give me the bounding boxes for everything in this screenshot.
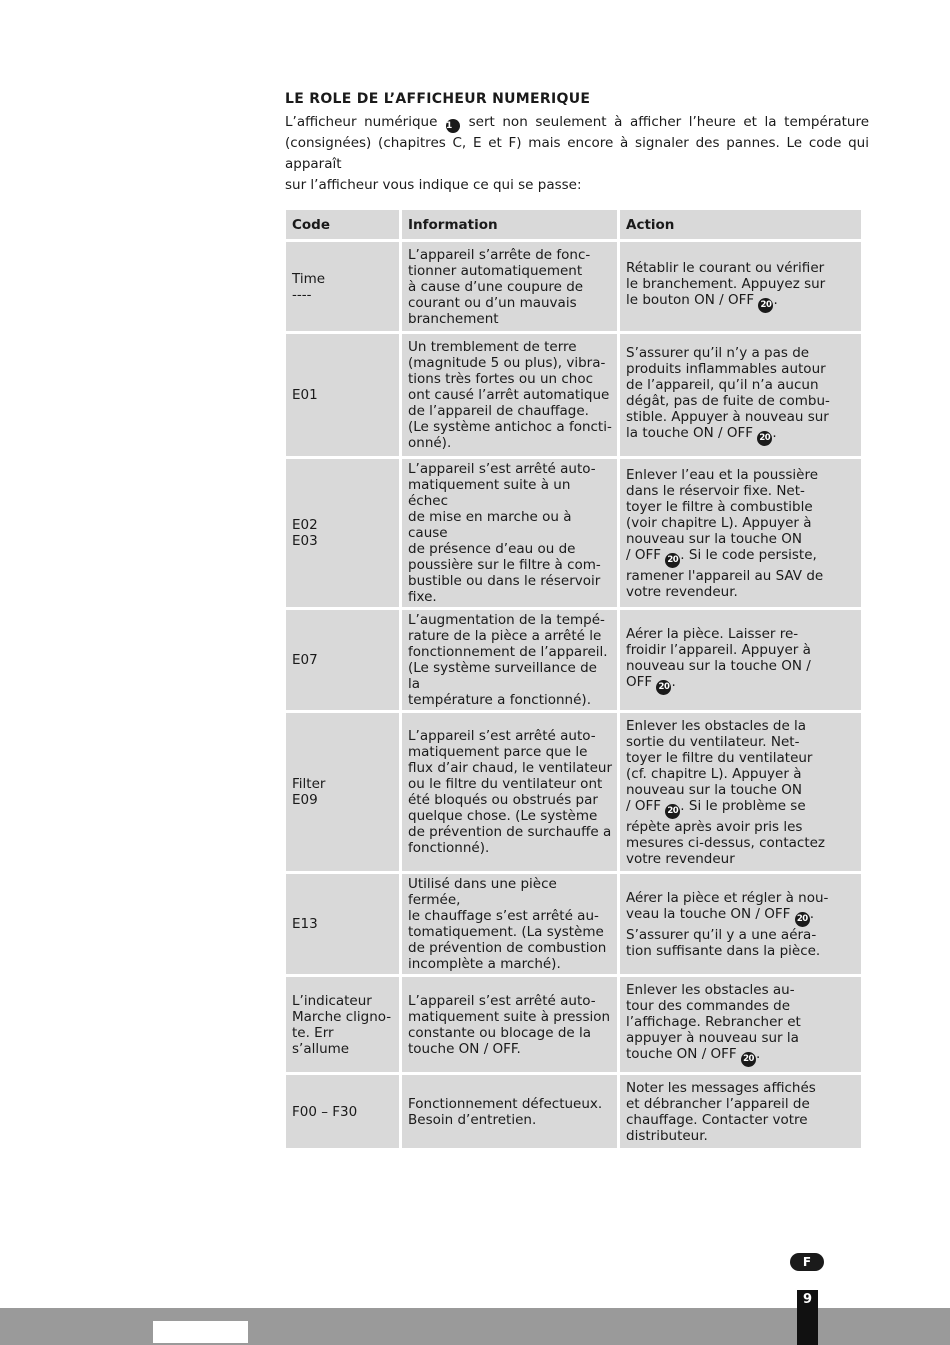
information-line: de prévention de combustion <box>408 940 607 956</box>
information-line: (magnitude 5 ou plus), vibra- <box>408 355 606 371</box>
action-line: nouveau sur la touche ON / <box>626 657 811 674</box>
information-line: constante ou blocage de la <box>408 1024 592 1041</box>
table-row <box>286 874 861 974</box>
action-line: toyer le filtre à combustible <box>626 498 813 515</box>
information-line: de mise en marche ou à cause <box>408 509 572 541</box>
cell-code <box>286 242 399 331</box>
action-line: Noter les messages affichés <box>626 1079 816 1096</box>
information-line: ou le filtre du ventilateur ont <box>408 776 603 792</box>
cell-code <box>286 334 399 456</box>
reference-number-icon: 20 <box>758 298 773 313</box>
action-line: ramener l'appareil au SAV de <box>626 567 824 584</box>
action-line <box>626 547 856 568</box>
action-line <box>626 1046 856 1067</box>
intro-line-1 <box>285 112 869 133</box>
action-line: votre revendeur <box>626 850 735 867</box>
table-row <box>286 334 861 456</box>
information-line: (Le système antichoc a foncti- <box>408 419 612 435</box>
action-line: Enlever les obstacles au- <box>626 982 795 998</box>
action-line: Aérer la pièce et régler à nou- <box>626 889 829 906</box>
information-line: L’appareil s’est arrêté auto- <box>408 461 596 477</box>
information-line: de présence d’eau ou de <box>408 541 576 557</box>
information-line: tions très fortes ou un choc <box>408 371 594 387</box>
table-row <box>286 1075 861 1148</box>
action-text: / OFF <box>626 546 661 563</box>
cell-action <box>620 874 861 974</box>
reference-number-icon: 20 <box>795 912 810 927</box>
action-line: dans le réservoir fixe. Net- <box>626 482 805 499</box>
reference-number-icon: 20 <box>757 431 772 446</box>
action-line: S’assurer qu’il n’y a pas de <box>626 344 810 361</box>
action-line: tour des commandes de <box>626 998 791 1014</box>
action-line: toyer le filtre du ventilateur <box>626 749 813 766</box>
information-line: tomatiquement. (La système <box>408 924 604 940</box>
section-heading: LE ROLE DE L’AFFICHEUR NUMERIQUE <box>285 91 591 107</box>
cell-information <box>402 610 617 710</box>
table-body <box>286 242 861 1148</box>
intro-line-2: (consignées) (chapitres C, E et F) mais encore à signaler des pannes. Le code qui apparaît <box>285 135 869 172</box>
code-line: E07 <box>292 652 318 668</box>
information-line: Utilisé dans une pièce fermée, <box>408 876 557 908</box>
action-line: tion suffisante dans la pièce. <box>626 942 821 959</box>
information-line: fonctionnement de l’appareil. <box>408 644 608 660</box>
code-line: E09 <box>292 792 318 808</box>
information-line: Besoin d’entretien. <box>408 1111 537 1128</box>
code-line: Marche cligno- <box>292 1008 392 1025</box>
action-line: l’affichage. Rebrancher et <box>626 1014 801 1030</box>
action-text: . <box>756 1046 761 1062</box>
code-line: L’indicateur <box>292 992 372 1009</box>
cell-information <box>402 874 617 974</box>
header-information: Information <box>402 210 617 239</box>
code-line: F00 – F30 <box>292 1103 358 1120</box>
action-line: (cf. chapitre L). Appuyer à <box>626 765 802 782</box>
action-line: répète après avoir pris les <box>626 818 803 835</box>
information-line: température a fonctionné). <box>408 692 591 708</box>
action-text: veau la touche ON / OFF <box>626 905 791 922</box>
action-line: mesures ci-dessus, contactez <box>626 834 825 851</box>
action-line: froidir l’appareil. Appuyer à <box>626 641 811 658</box>
reference-number-icon: 1 <box>446 119 460 133</box>
code-line: te. Err s’allume <box>292 1024 350 1057</box>
action-text: . Si le problème se <box>680 797 806 814</box>
information-line: poussière sur le filtre à com- <box>408 557 601 573</box>
code-line: ---- <box>292 286 312 303</box>
information-line: L’appareil s’arrête de fonc- <box>408 246 591 263</box>
action-text: . <box>671 673 676 690</box>
action-text: le bouton ON / OFF <box>626 292 755 308</box>
information-line: incomplète a marché). <box>408 956 561 972</box>
reference-number-icon: 20 <box>665 804 680 819</box>
action-text: la touche ON / OFF <box>626 424 754 441</box>
action-line: Enlever l’eau et la poussière <box>626 466 819 483</box>
action-line: le branchement. Appuyez sur <box>626 276 826 292</box>
table-row <box>286 713 861 871</box>
action-line <box>626 425 856 446</box>
intro-text: sert non seulement à afficher l’heure et la température <box>468 114 870 130</box>
code-line: Time <box>292 270 326 287</box>
table-row <box>286 459 861 607</box>
action-line: (voir chapitre L). Appuyer à <box>626 514 812 531</box>
information-line: L’augmentation de la tempé- <box>408 612 605 628</box>
action-text: OFF <box>626 673 653 690</box>
header-action: Action <box>620 210 861 239</box>
information-line: (Le système surveillance de la <box>408 660 597 692</box>
cell-information <box>402 459 617 607</box>
cell-information <box>402 242 617 331</box>
cell-action <box>620 334 861 456</box>
information-line: Fonctionnement défectueux. <box>408 1095 603 1112</box>
table-header-row <box>286 210 861 239</box>
reference-number-icon: 20 <box>665 553 680 568</box>
action-line <box>626 674 856 695</box>
information-line: le chauffage s’est arrêté au- <box>408 908 599 924</box>
information-line: touche ON / OFF. <box>408 1040 521 1057</box>
cell-information <box>402 713 617 871</box>
cell-code <box>286 459 399 607</box>
cell-action <box>620 1075 861 1148</box>
action-text: . Si le code persiste, <box>680 546 817 563</box>
table-row <box>286 610 861 710</box>
information-line: fixe. <box>408 589 437 605</box>
information-line: quelque chose. (Le système <box>408 808 598 824</box>
action-text: . <box>772 424 777 441</box>
information-line: été bloqués ou obstrués par <box>408 792 598 808</box>
footer-label-box <box>153 1321 248 1343</box>
cell-code <box>286 874 399 974</box>
information-line: branchement <box>408 310 499 327</box>
code-line: E02 <box>292 517 318 533</box>
information-line: bustible ou dans le réservoir <box>408 573 601 589</box>
information-line: L’appareil s’est arrêté auto- <box>408 992 596 1009</box>
action-line: votre revendeur. <box>626 583 738 600</box>
information-line: matiquement suite à pression <box>408 1008 611 1025</box>
information-line: matiquement suite à un échec <box>408 477 571 509</box>
cell-action <box>620 977 861 1072</box>
intro-text: L’afficheur numérique <box>285 114 438 130</box>
information-line: flux d’air chaud, le ventilateur <box>408 760 612 776</box>
action-line: chauffage. Contacter votre <box>626 1111 808 1128</box>
information-line: Un tremblement de terre <box>408 339 577 355</box>
action-line: Enlever les obstacles de la <box>626 717 807 734</box>
action-line: Rétablir le courant ou vérifier <box>626 260 825 276</box>
information-line: rature de la pièce a arrêté le <box>408 628 602 644</box>
code-line: E13 <box>292 916 318 932</box>
action-line <box>626 292 856 313</box>
action-line: S’assurer qu’il y a une aéra- <box>626 926 817 943</box>
code-line: E01 <box>292 387 318 403</box>
information-line: ont causé l’arrêt automatique <box>408 387 610 403</box>
action-line: et débrancher l’appareil de <box>626 1095 810 1112</box>
action-line <box>626 798 856 819</box>
reference-number-icon: 20 <box>656 680 671 695</box>
intro-line-3: sur l’afficheur vous indique ce qui se passe: <box>285 177 582 193</box>
code-line: E03 <box>292 533 318 549</box>
action-line: distributeur. <box>626 1127 708 1144</box>
cell-code <box>286 977 399 1072</box>
cell-action <box>620 242 861 331</box>
information-line: L’appareil s’est arrêté auto- <box>408 728 596 744</box>
cell-code <box>286 610 399 710</box>
information-line: de l’appareil de chauffage. <box>408 403 589 419</box>
action-text: / OFF <box>626 797 661 814</box>
cell-action <box>620 610 861 710</box>
cell-information <box>402 334 617 456</box>
action-text: . <box>773 292 778 308</box>
code-line: Filter <box>292 776 326 792</box>
cell-action <box>620 713 861 871</box>
cell-information <box>402 1075 617 1148</box>
action-line: dégât, pas de fuite de combu- <box>626 392 830 409</box>
cell-action <box>620 459 861 607</box>
intro-paragraph <box>285 112 869 196</box>
information-line: onné). <box>408 435 452 451</box>
action-line: Aérer la pièce. Laisser re- <box>626 625 799 642</box>
information-line: tionner automatiquement <box>408 262 583 279</box>
header-code: Code <box>286 210 399 239</box>
reference-number-icon: 20 <box>741 1052 756 1067</box>
cell-code <box>286 1075 399 1148</box>
information-line: courant ou d’un mauvais <box>408 294 577 311</box>
action-line: nouveau sur la touche ON <box>626 781 802 798</box>
action-line: sortie du ventilateur. Net- <box>626 733 800 750</box>
information-line: à cause d’une coupure de <box>408 278 584 295</box>
action-line: de l’appareil, qu’il n’a aucun <box>626 376 819 393</box>
action-line <box>626 906 856 927</box>
action-line: nouveau sur la touche ON <box>626 530 802 547</box>
language-badge: F <box>790 1253 824 1271</box>
table-row <box>286 977 861 1072</box>
table-row <box>286 242 861 331</box>
action-line: produits inflammables autour <box>626 360 826 377</box>
information-line: de prévention de surchauffe a <box>408 824 612 840</box>
information-line: fonctionné). <box>408 840 490 856</box>
information-line: matiquement parce que le <box>408 744 588 760</box>
action-text: . <box>809 905 815 922</box>
page-number: 9 <box>797 1290 818 1345</box>
cell-code <box>286 713 399 871</box>
cell-information <box>402 977 617 1072</box>
action-line: appuyer à nouveau sur la <box>626 1030 799 1046</box>
action-text: touche ON / OFF <box>626 1046 737 1062</box>
action-line: stible. Appuyer à nouveau sur <box>626 408 829 425</box>
error-code-table <box>283 207 864 1151</box>
